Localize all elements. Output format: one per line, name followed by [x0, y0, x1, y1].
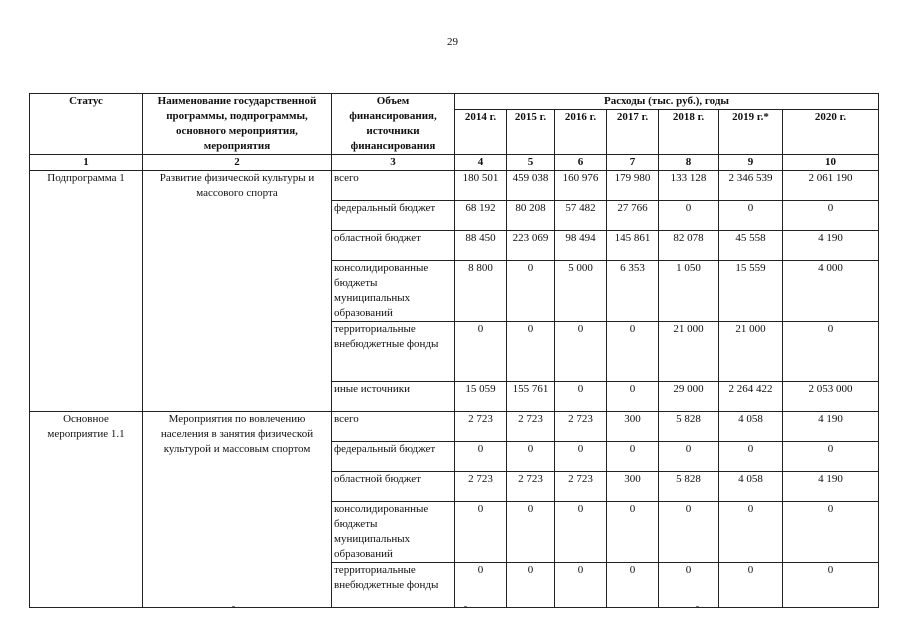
value-cell: 0 [659, 201, 719, 231]
value-cell: 0 [783, 442, 879, 472]
value-cell: 2 723 [555, 412, 607, 442]
value-cell: 0 [783, 201, 879, 231]
value-cell: 0 [607, 382, 659, 412]
value-cell: 0 [607, 442, 659, 472]
year-header: 2018 г. [659, 110, 719, 155]
value-cell: 0 [555, 502, 607, 563]
value-cell: 0 [719, 201, 783, 231]
name-cell: Мероприятия по вовлечению населения в занятия физической культурой и массовым спортом [143, 412, 332, 608]
value-cell: 4 000 [783, 261, 879, 322]
value-cell: 4 190 [783, 472, 879, 502]
financing-table [29, 93, 879, 608]
value-cell: 4 058 [719, 472, 783, 502]
name-cell: Развитие физической культуры и массового спорта [143, 171, 332, 412]
value-cell: 5 828 [659, 472, 719, 502]
value-cell: 155 761 [507, 382, 555, 412]
value-cell: 2 723 [507, 472, 555, 502]
value-cell: 0 [607, 563, 659, 608]
column-index: 7 [607, 155, 659, 171]
year-header: 2020 г. [783, 110, 879, 155]
value-cell: 0 [455, 322, 507, 382]
source-cell: всего [332, 171, 455, 201]
value-cell: 223 069 [507, 231, 555, 261]
value-cell: 0 [555, 442, 607, 472]
value-cell: 27 766 [607, 201, 659, 231]
table-row [30, 412, 879, 442]
source-cell: федеральный бюджет [332, 442, 455, 472]
status-cell: Основное мероприятие 1.1 [30, 412, 143, 608]
value-cell: 0 [555, 563, 607, 608]
value-cell: 2 723 [507, 412, 555, 442]
scan-mark [696, 606, 699, 607]
name-header: Наименование государственной программы, подпрограммы, основного мероприятия, мероприятия [143, 94, 332, 155]
value-cell: 2 723 [455, 412, 507, 442]
value-cell: 8 800 [455, 261, 507, 322]
source-cell: областной бюджет [332, 231, 455, 261]
value-cell: 0 [507, 563, 555, 608]
source-cell: иные источники [332, 382, 455, 412]
column-index: 9 [719, 155, 783, 171]
value-cell: 145 861 [607, 231, 659, 261]
value-cell: 179 980 [607, 171, 659, 201]
scan-mark [232, 606, 235, 607]
column-index: 5 [507, 155, 555, 171]
value-cell: 21 000 [659, 322, 719, 382]
table-body [30, 171, 879, 608]
table-row [30, 171, 879, 201]
value-cell: 15 559 [719, 261, 783, 322]
value-cell: 459 038 [507, 171, 555, 201]
year-header: 2019 г.* [719, 110, 783, 155]
value-cell: 4 190 [783, 231, 879, 261]
value-cell: 180 501 [455, 171, 507, 201]
value-cell: 2 061 190 [783, 171, 879, 201]
value-cell: 133 128 [659, 171, 719, 201]
value-cell: 300 [607, 412, 659, 442]
source-cell: территориальные внебюджетные фонды [332, 322, 455, 382]
value-cell: 57 482 [555, 201, 607, 231]
column-index: 1 [30, 155, 143, 171]
value-cell: 0 [783, 563, 879, 608]
year-header: 2016 г. [555, 110, 607, 155]
value-cell: 82 078 [659, 231, 719, 261]
value-cell: 2 346 539 [719, 171, 783, 201]
value-cell: 0 [783, 322, 879, 382]
value-cell: 0 [455, 563, 507, 608]
value-cell: 0 [455, 442, 507, 472]
value-cell: 0 [659, 563, 719, 608]
column-index: 2 [143, 155, 332, 171]
column-index: 10 [783, 155, 879, 171]
source-cell: всего [332, 412, 455, 442]
value-cell: 0 [719, 442, 783, 472]
value-cell: 29 000 [659, 382, 719, 412]
year-header: 2015 г. [507, 110, 555, 155]
table-header [30, 94, 879, 171]
source-cell: территориальные внебюджетные фонды [332, 563, 455, 608]
value-cell: 88 450 [455, 231, 507, 261]
value-cell: 0 [607, 502, 659, 563]
column-index: 6 [555, 155, 607, 171]
column-index-row [30, 155, 879, 171]
value-cell: 0 [507, 322, 555, 382]
page-number: 29 [447, 36, 458, 48]
value-cell: 1 050 [659, 261, 719, 322]
value-cell: 0 [659, 502, 719, 563]
value-cell: 0 [659, 442, 719, 472]
value-cell: 5 000 [555, 261, 607, 322]
source-cell: консолидированные бюджеты муниципальных образований [332, 261, 455, 322]
scan-mark [464, 606, 467, 607]
value-cell: 98 494 [555, 231, 607, 261]
status-header: Статус [30, 94, 143, 155]
value-cell: 45 558 [719, 231, 783, 261]
value-cell: 0 [507, 442, 555, 472]
value-cell: 4 058 [719, 412, 783, 442]
scan-marks [0, 606, 905, 616]
expenses-header: Расходы (тыс. руб.), годы [455, 94, 879, 110]
value-cell: 21 000 [719, 322, 783, 382]
value-cell: 2 264 422 [719, 382, 783, 412]
value-cell: 2 053 000 [783, 382, 879, 412]
value-cell: 0 [455, 502, 507, 563]
status-cell: Подпрограмма 1 [30, 171, 143, 412]
value-cell: 0 [555, 382, 607, 412]
volume-header: Объем финансирования, источники финансирования [332, 94, 455, 155]
value-cell: 0 [507, 502, 555, 563]
value-cell: 0 [507, 261, 555, 322]
value-cell: 0 [555, 322, 607, 382]
source-cell: консолидированные бюджеты муниципальных образований [332, 502, 455, 563]
source-cell: федеральный бюджет [332, 201, 455, 231]
value-cell: 5 828 [659, 412, 719, 442]
value-cell: 0 [719, 563, 783, 608]
source-cell: областной бюджет [332, 472, 455, 502]
value-cell: 0 [607, 322, 659, 382]
value-cell: 68 192 [455, 201, 507, 231]
value-cell: 2 723 [455, 472, 507, 502]
year-header: 2017 г. [607, 110, 659, 155]
value-cell: 80 208 [507, 201, 555, 231]
value-cell: 6 353 [607, 261, 659, 322]
column-index: 4 [455, 155, 507, 171]
value-cell: 160 976 [555, 171, 607, 201]
column-index: 3 [332, 155, 455, 171]
value-cell: 0 [719, 502, 783, 563]
column-index: 8 [659, 155, 719, 171]
value-cell: 2 723 [555, 472, 607, 502]
year-header: 2014 г. [455, 110, 507, 155]
value-cell: 300 [607, 472, 659, 502]
value-cell: 15 059 [455, 382, 507, 412]
value-cell: 4 190 [783, 412, 879, 442]
value-cell: 0 [783, 502, 879, 563]
